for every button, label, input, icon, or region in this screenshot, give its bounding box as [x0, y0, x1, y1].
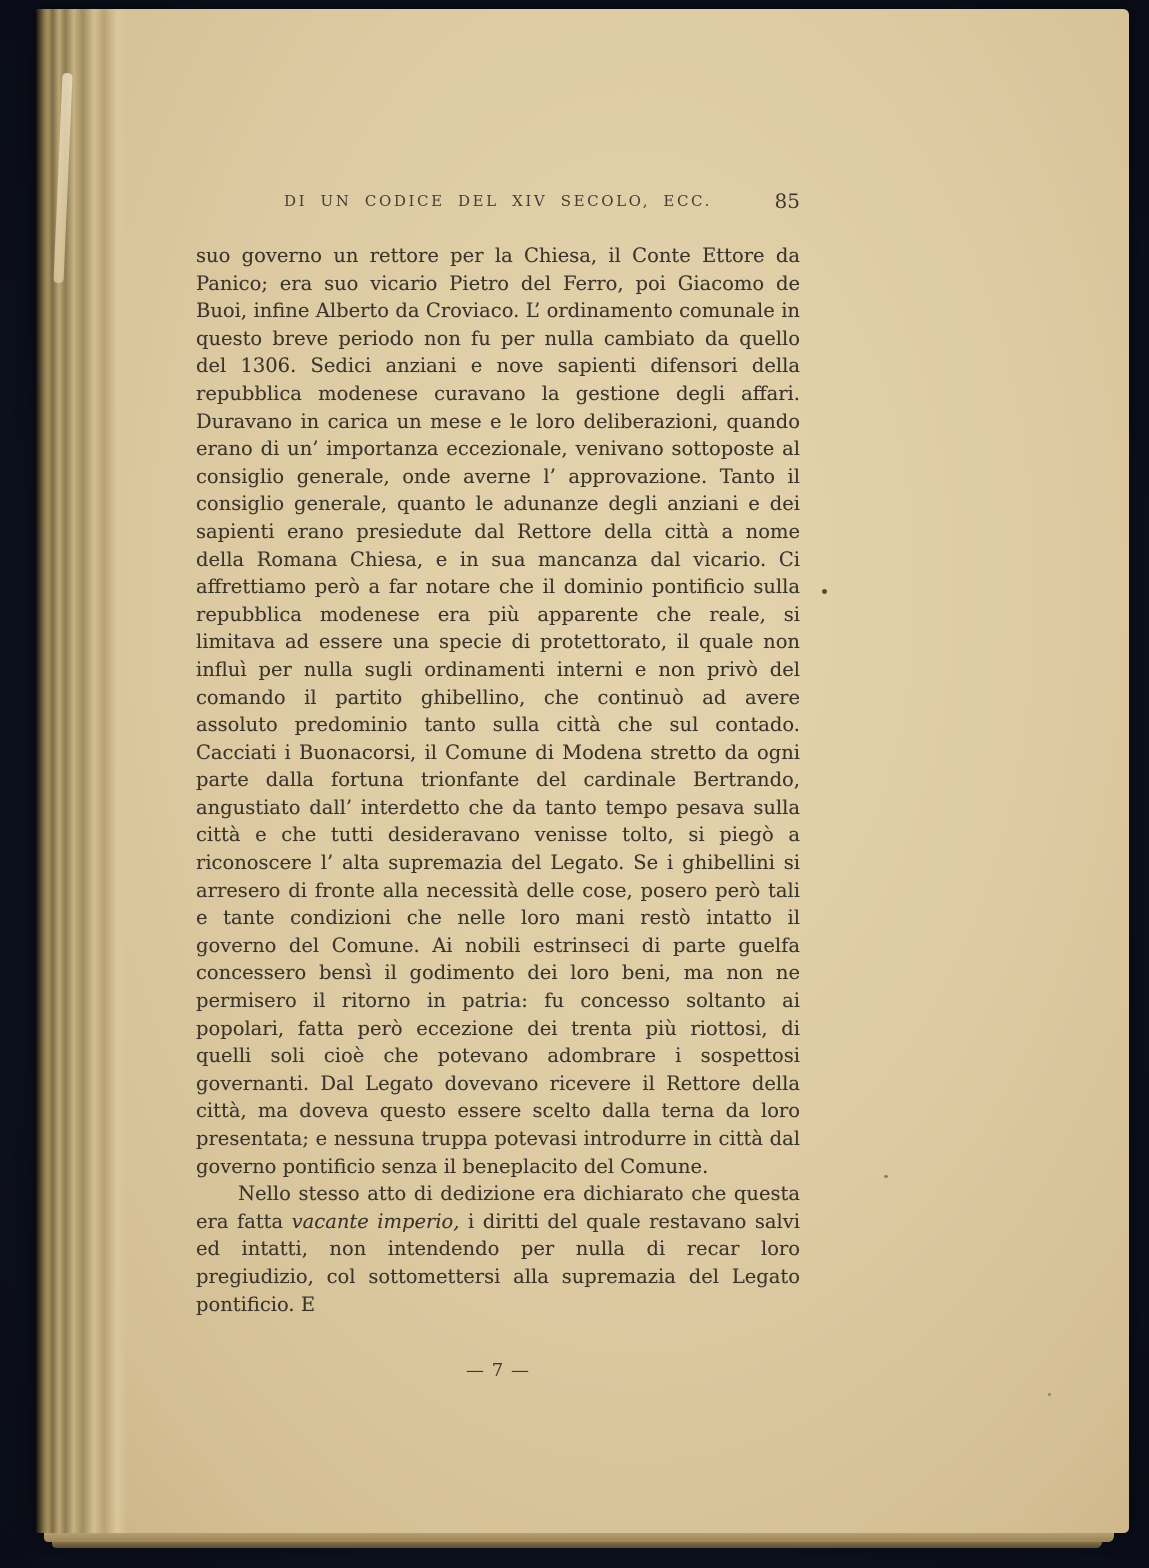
page-number: 85	[774, 189, 800, 213]
page-edge-sliver	[53, 73, 72, 283]
paragraph-dedizione	[196, 1180, 800, 1318]
ink-speck	[1048, 1393, 1051, 1396]
book-binding-gutter	[36, 9, 128, 1533]
ink-speck	[822, 589, 827, 594]
under-page-edge	[44, 1533, 1114, 1542]
under-page-edge	[52, 1542, 1102, 1548]
page-content	[196, 189, 800, 1382]
book-page	[36, 9, 1129, 1533]
paragraph-dedizione-tail: i diritti del quale restavano salvi ed intatti, non intendendo per nulla di recar loro pregiudizio, col sottomettersi alla supremazia del Legato pontificio. E	[196, 1209, 800, 1316]
paragraph-dedizione-lead: Nello stesso atto di dedizione era dichiarato che questa era fatta	[196, 1182, 800, 1233]
ink-speck	[884, 1175, 888, 1178]
paragraph-continuation: suo governo un rettore per la Chiesa, il Conte Ettore da Panico; era suo vicario Pietro del Ferro, poi Giacomo de Buoi, infine Alberto da Croviaco. L’ ordinamento comunale in questo breve periodo non fu per nulla cambiato da quello del 1306. Sedici anziani e nove sapienti difensori della repubblica modenese curavano la gestione degli affari. Duravano in carica un mese e le loro deliberazioni, quando erano di un’ importanza eccezionale, venivano sottoposte al consiglio generale, onde averne l’ approvazione. Tanto il consiglio generale, quanto le adunanze degli anziani e dei sapienti erano presiedute dal Rettore della città a nome della Romana Chiesa, e in sua mancanza dal vicario. Ci affrettiamo però a far notare che il dominio pontificio sulla repubblica modenese era più apparente che reale, si limitava ad essere una specie di protettorato, il quale non influì per nulla sugli ordinamenti interni e non privò del comando il partito ghibellino, che continuò ad avere assoluto predominio tanto sulla città che sul contado. Cacciati i Buonacorsi, il Comune di Modena stretto da ogni parte dalla fortuna trionfante del cardinale Bertrando, angustiato dall’ interdetto che da tanto tempo pesava sulla città e che tutti desideravano venisse tolto, si piegò a riconoscere l’ alta supremazia del Legato. Se i ghibellini si arresero di fronte alla necessità delle cose, posero però tali e tante condizioni che nelle loro mani restò intatto il governo del Comune. Ai nobili estrinseci di parte guelfa concessero bensì il godimento dei loro beni, ma non ne permisero il ritorno in patria: fu concesso soltanto ai popolari, fatta però eccezione dei trenta più riottosi, di quelli soli cioè che potevano adombrare i sospettosi governanti. Dal Legato dovevano ricevere il Rettore della città, ma doveva questo essere scelto dalla terna da loro presentata; e nessuna truppa potevasi introdurre in città dal governo pontificio senza il beneplacito del Comune.	[196, 244, 800, 1178]
page-footer-signature: — 7 —	[466, 1360, 530, 1382]
running-header	[196, 189, 800, 218]
italic-phrase-vacante-imperio: vacante imperio,	[291, 1209, 460, 1233]
running-title: DI UN CODICE DEL XIV SECOLO, ECC.	[284, 192, 712, 210]
body-text	[196, 242, 800, 1318]
